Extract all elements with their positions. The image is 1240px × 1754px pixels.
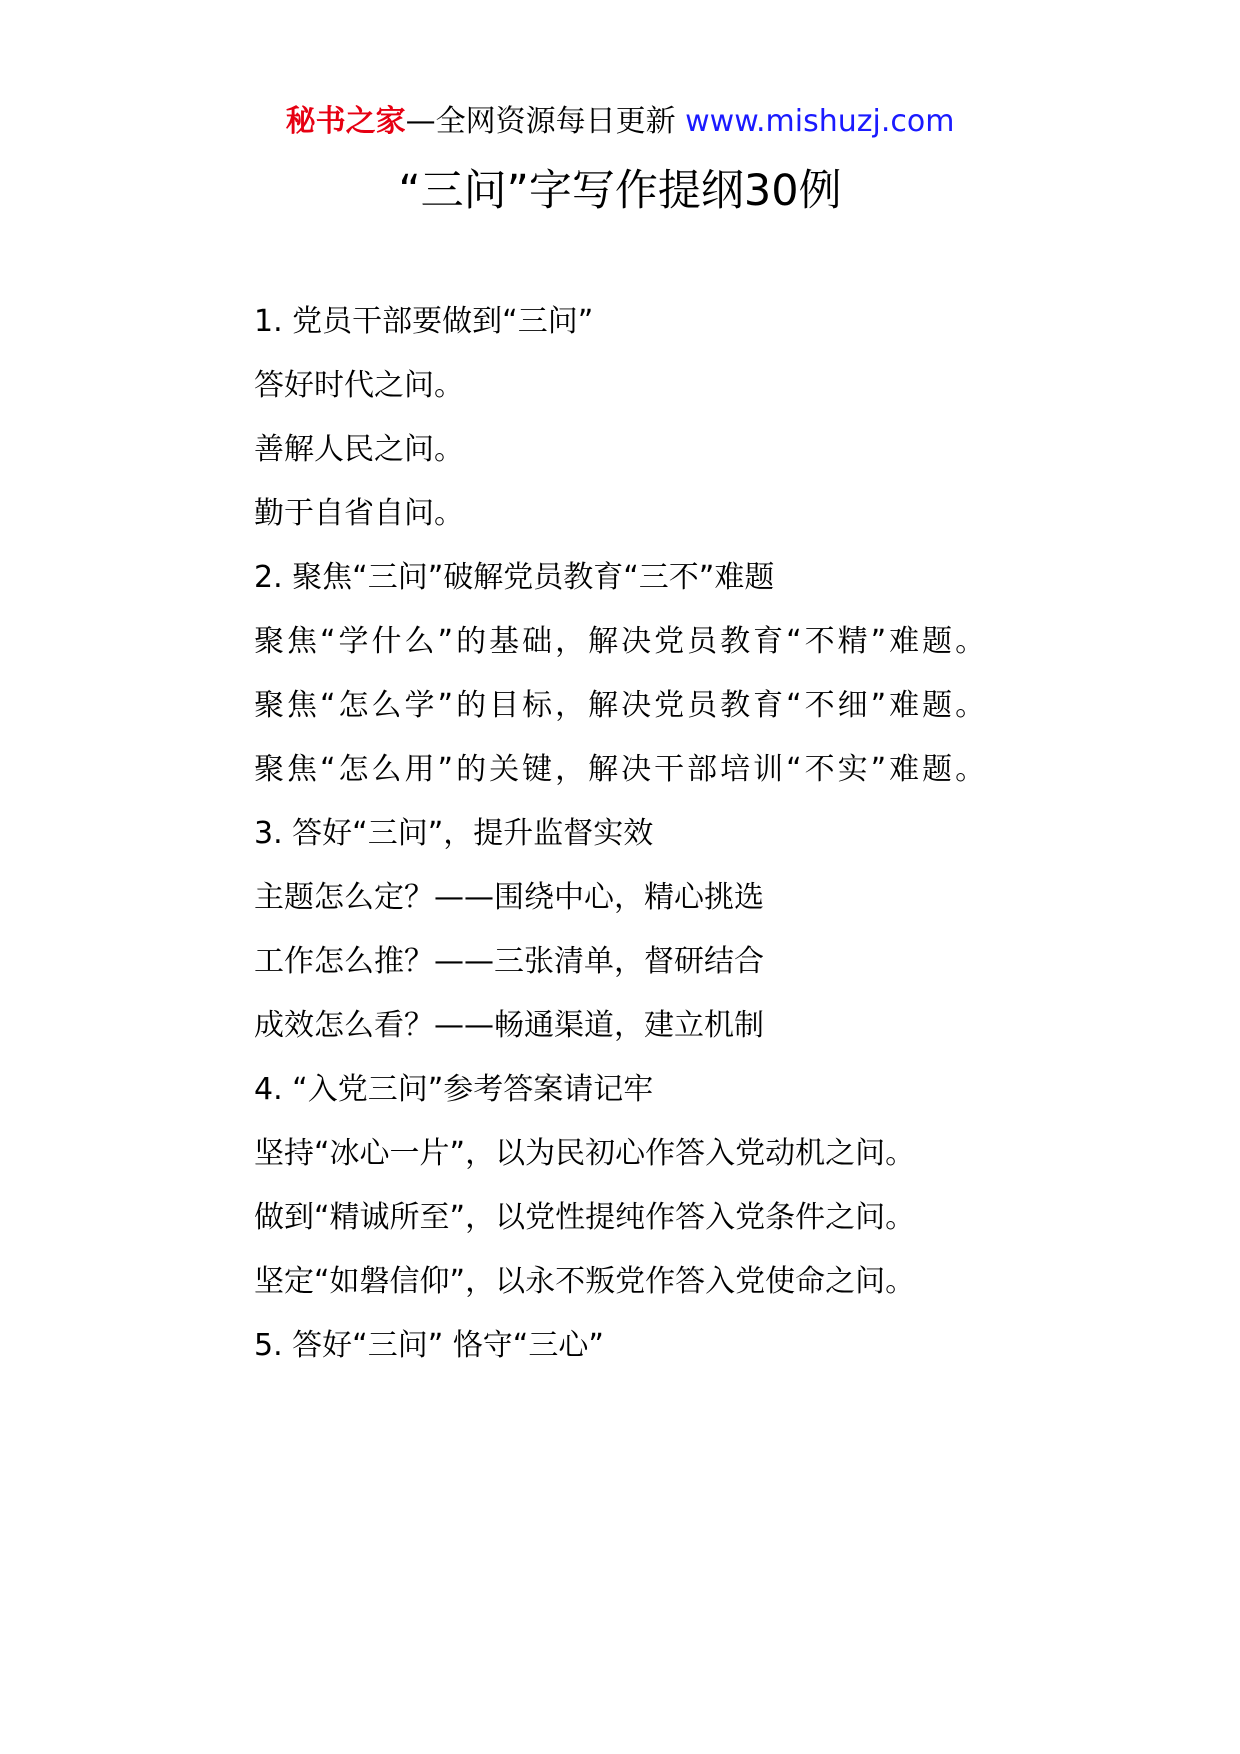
section-2-item: 聚焦“怎么学”的目标，解决党员教育“不细”难题。 xyxy=(254,688,989,723)
section-3-heading: 3. 答好“三问”，提升监督实效 xyxy=(254,816,654,851)
section-3-item: 工作怎么推？——三张清单，督研结合 xyxy=(254,944,764,979)
document-title: “三问”字写作提纲30例 xyxy=(398,166,842,216)
section-4-item: 坚持“冰心一片”，以为民初心作答入党动机之问。 xyxy=(254,1136,916,1171)
site-header xyxy=(0,100,1240,144)
section-1-heading: 1. 党员干部要做到“三问” xyxy=(254,304,594,339)
section-2-heading: 2. 聚焦“三问”破解党员教育“三不”难题 xyxy=(254,560,775,595)
section-4-item: 做到“精诚所至”，以党性提纯作答入党条件之问。 xyxy=(254,1200,916,1235)
section-3-item: 主题怎么定？——围绕中心，精心挑选 xyxy=(254,880,764,915)
section-1-item: 善解人民之问。 xyxy=(254,432,464,467)
section-3-item: 成效怎么看？——畅通渠道，建立机制 xyxy=(254,1008,764,1043)
header-tagline: —全网资源每日更新 xyxy=(405,104,686,139)
site-url-link[interactable]: www.mishuzj.com xyxy=(685,104,955,139)
section-5-heading: 5. 答好“三问” 恪守“三心” xyxy=(254,1328,604,1363)
section-2-item: 聚焦“学什么”的基础，解决党员教育“不精”难题。 xyxy=(254,624,989,659)
section-4-heading: 4. “入党三问”参考答案请记牢 xyxy=(254,1072,654,1107)
document-body xyxy=(188,290,1054,1378)
section-4-item: 坚定“如磐信仰”，以永不叛党作答入党使命之问。 xyxy=(254,1264,916,1299)
section-1-item: 勤于自省自问。 xyxy=(254,496,464,531)
section-2-item: 聚焦“怎么用”的关键，解决干部培训“不实”难题。 xyxy=(254,752,989,787)
brand-name: 秘书之家 xyxy=(285,104,406,139)
section-1-item: 答好时代之问。 xyxy=(254,368,464,403)
